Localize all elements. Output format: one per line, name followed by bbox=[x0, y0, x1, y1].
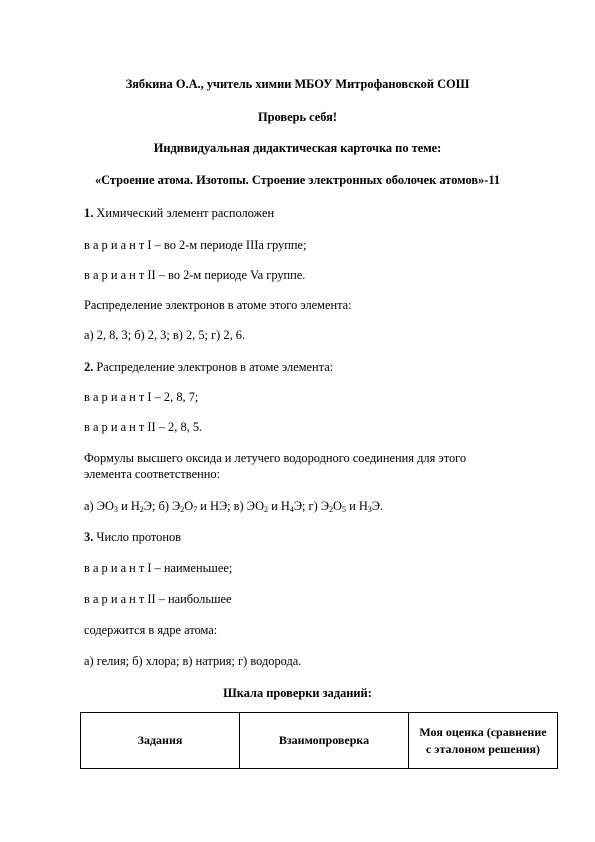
question-3 bbox=[84, 530, 181, 545]
question-2 bbox=[84, 360, 333, 375]
question-3-text: Число протонов bbox=[93, 530, 182, 544]
scale-title: Шкала проверки заданий: bbox=[223, 686, 372, 700]
topic-title: «Строение атома. Изотопы. Строение электронных оболочек атомов»-11 bbox=[94, 173, 501, 187]
question-1-text: Химический элемент расположен bbox=[93, 206, 275, 220]
check-yourself-title: Проверь себя! bbox=[257, 110, 337, 124]
question-2-prompt-line-1: Формулы высшего оксида и летучего водородного соединения для этого bbox=[84, 451, 467, 465]
table-row bbox=[81, 713, 558, 769]
question-3-variant-1: в а р и а н т I – наименьшее; bbox=[84, 561, 233, 575]
question-1-number: 1. bbox=[84, 206, 94, 220]
question-1-prompt: Распределение электронов в атоме этого элемента: bbox=[84, 298, 352, 312]
question-1-variant-2: в а р и а н т II – во 2-м периоде Va группе. bbox=[84, 268, 306, 282]
question-2-answers: а) $ЭО_3$ и $Н_2Э$; б) $Э_2О_7$ и НЭ; в) $ЭО_2$ и $Н_4Э$; г) $Э_2О_5$ и $Н_3Э$. bbox=[84, 499, 384, 514]
question-1-answers: а) 2, 8, 3; б) 2, 3; в) 2, 5; г) 2, 6. bbox=[84, 328, 246, 342]
question-3-prompt: содержится в ядре атома: bbox=[84, 623, 218, 637]
question-2-number: 2. bbox=[84, 360, 94, 374]
scale-table bbox=[80, 712, 558, 769]
author-line: Зябкина О.А., учитель химии МБОУ Митрофановской СОШ bbox=[125, 77, 470, 91]
header-my-grade: Моя оценка (сравнение с эталоном решения) bbox=[409, 713, 558, 769]
question-2-text: Распределение электронов в атоме элемента: bbox=[93, 360, 334, 374]
header-peer-review: Взаимопроверка bbox=[240, 713, 409, 769]
question-1 bbox=[84, 206, 274, 221]
question-1-variant-1: в а р и а н т I – во 2-м периоде IIIa группе; bbox=[84, 238, 307, 252]
question-3-number: 3. bbox=[84, 530, 94, 544]
card-title: Индивидуальная дидактическая карточка по теме: bbox=[153, 141, 442, 155]
question-2-variant-2: в а р и а н т II – 2, 8, 5. bbox=[84, 420, 203, 434]
question-3-variant-2: в а р и а н т II – наибольшее bbox=[84, 592, 232, 606]
question-3-answers: а) гелия; б) хлора; в) натрия; г) водорода. bbox=[84, 654, 302, 668]
question-2-variant-1: в а р и а н т I – 2, 8, 7; bbox=[84, 390, 199, 404]
header-tasks: Задания bbox=[81, 713, 240, 769]
question-2-prompt-line-2: элемента соответственно: bbox=[84, 467, 220, 481]
